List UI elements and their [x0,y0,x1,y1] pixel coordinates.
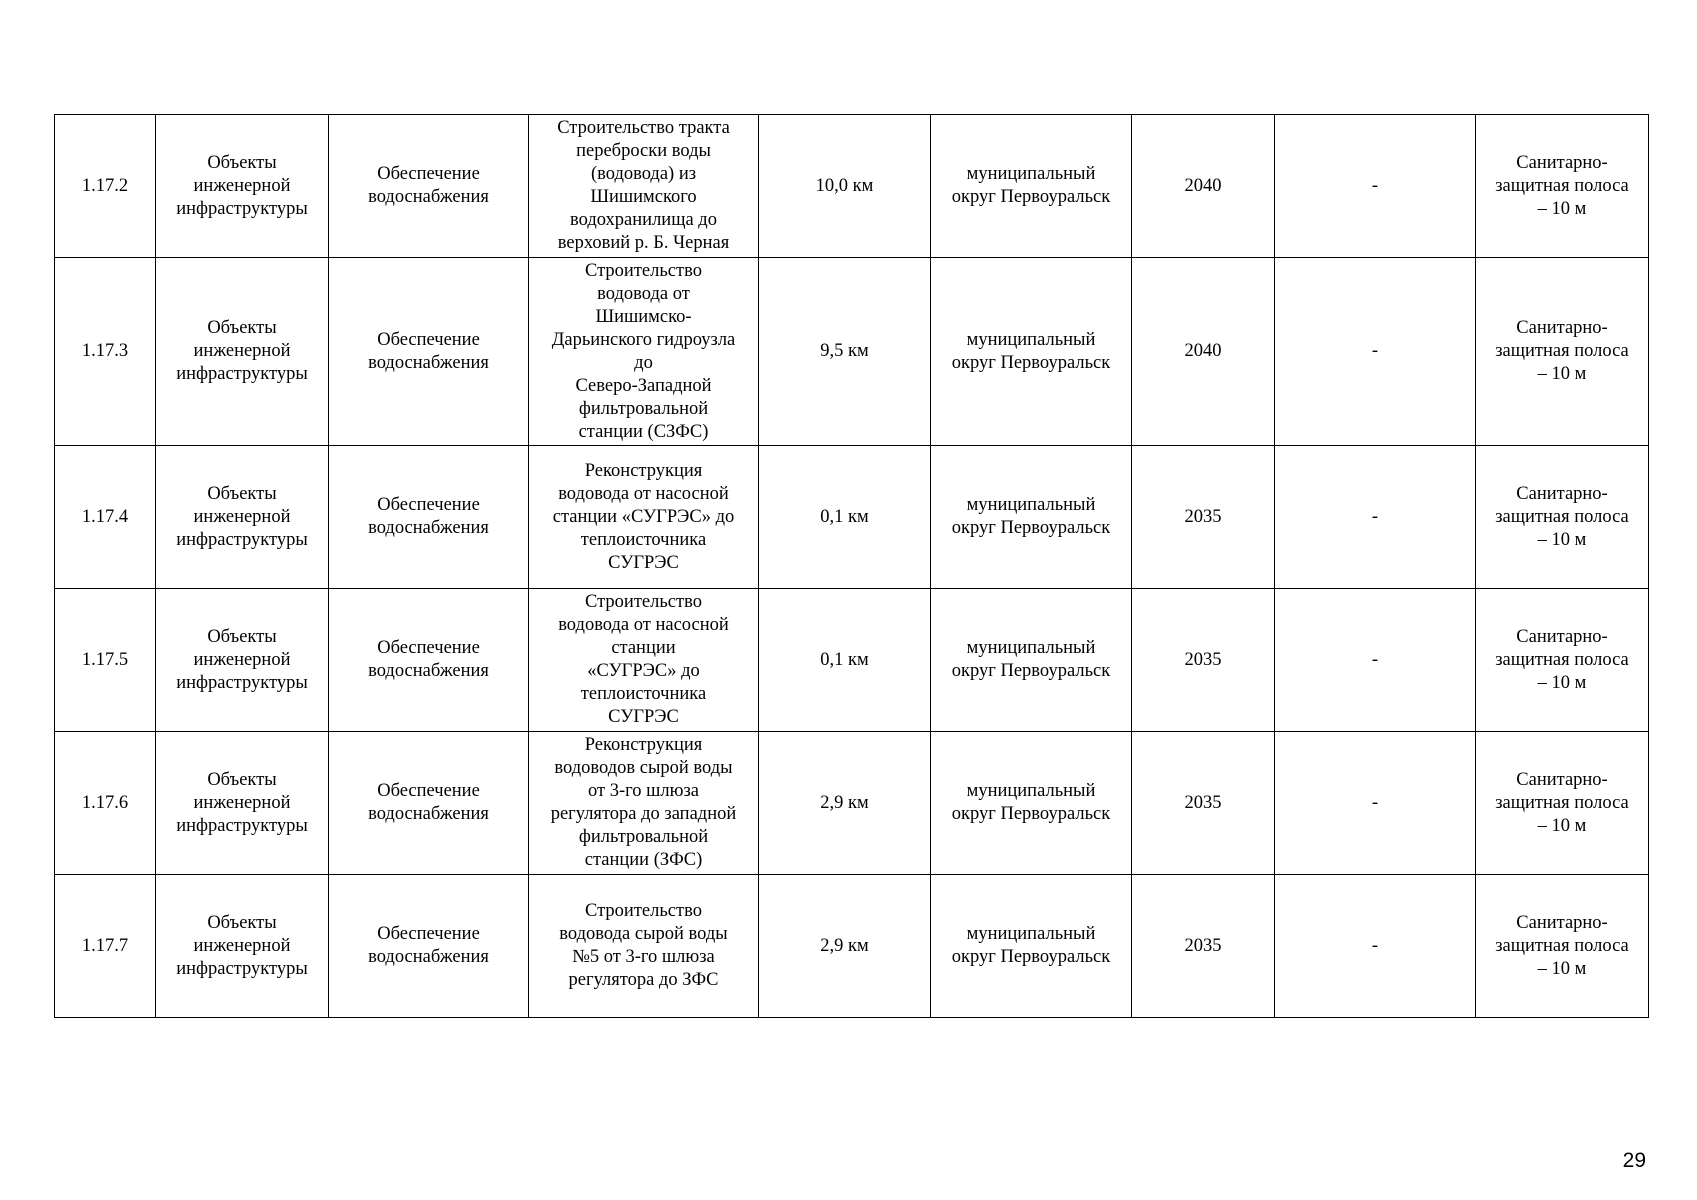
table-row [55,732,1649,875]
cell-number: 1.17.5 [55,589,156,732]
cell-object-name: Строительство водовода от насосной станции «СУГРЭС» до теплоисточника СУГРЭС [529,589,759,732]
cell-number: 1.17.6 [55,732,156,875]
cell-extra: - [1275,589,1476,732]
cell-length: 9,5 км [759,258,931,446]
cell-purpose: Обеспечение водоснабжения [329,732,529,875]
cell-protection-zone: Санитарно- защитная полоса – 10 м [1476,446,1649,589]
cell-extra: - [1275,258,1476,446]
cell-length: 2,9 км [759,875,931,1018]
cell-length: 2,9 км [759,732,931,875]
cell-protection-zone: Санитарно- защитная полоса – 10 м [1476,589,1649,732]
cell-year: 2040 [1132,258,1275,446]
cell-object-type: Объекты инженерной инфраструктуры [156,446,329,589]
cell-year: 2035 [1132,875,1275,1018]
cell-purpose: Обеспечение водоснабжения [329,258,529,446]
cell-year: 2035 [1132,589,1275,732]
cell-length: 0,1 км [759,446,931,589]
cell-location: муниципальный округ Первоуральск [931,115,1132,258]
cell-object-type: Объекты инженерной инфраструктуры [156,258,329,446]
cell-location: муниципальный округ Первоуральск [931,258,1132,446]
cell-protection-zone: Санитарно- защитная полоса – 10 м [1476,732,1649,875]
cell-object-name: Реконструкция водовода от насосной станции «СУГРЭС» до теплоисточника СУГРЭС [529,446,759,589]
cell-extra: - [1275,446,1476,589]
cell-protection-zone: Санитарно- защитная полоса – 10 м [1476,875,1649,1018]
cell-location: муниципальный округ Первоуральск [931,732,1132,875]
cell-purpose: Обеспечение водоснабжения [329,446,529,589]
cell-protection-zone: Санитарно- защитная полоса – 10 м [1476,258,1649,446]
cell-extra: - [1275,732,1476,875]
cell-object-type: Объекты инженерной инфраструктуры [156,115,329,258]
cell-protection-zone: Санитарно- защитная полоса – 10 м [1476,115,1649,258]
table-row [55,589,1649,732]
cell-object-type: Объекты инженерной инфраструктуры [156,589,329,732]
cell-number: 1.17.7 [55,875,156,1018]
cell-location: муниципальный округ Первоуральск [931,875,1132,1018]
table-body [55,115,1649,1018]
cell-extra: - [1275,875,1476,1018]
cell-object-type: Объекты инженерной инфраструктуры [156,732,329,875]
objects-table [54,114,1649,1018]
table-row [55,446,1649,589]
cell-length: 10,0 км [759,115,931,258]
cell-year: 2035 [1132,732,1275,875]
cell-object-name: Строительство тракта переброски воды (водовода) из Шишимского водохранилища до верховий р. Б. Черная [529,115,759,258]
table-row [55,258,1649,446]
cell-extra: - [1275,115,1476,258]
cell-object-type: Объекты инженерной инфраструктуры [156,875,329,1018]
cell-year: 2040 [1132,115,1275,258]
cell-location: муниципальный округ Первоуральск [931,446,1132,589]
cell-purpose: Обеспечение водоснабжения [329,115,529,258]
cell-purpose: Обеспечение водоснабжения [329,589,529,732]
cell-length: 0,1 км [759,589,931,732]
cell-number: 1.17.4 [55,446,156,589]
table-row [55,875,1649,1018]
cell-object-name: Строительство водовода от Шишимско- Дарьинского гидроузла до Северо-Западной фильтровальной станции (СЗФС) [529,258,759,446]
cell-number: 1.17.2 [55,115,156,258]
cell-number: 1.17.3 [55,258,156,446]
table-row [55,115,1649,258]
cell-purpose: Обеспечение водоснабжения [329,875,529,1018]
cell-object-name: Строительство водовода сырой воды №5 от 3-го шлюза регулятора до ЗФС [529,875,759,1018]
page-number: 29 [1622,1149,1646,1172]
cell-year: 2035 [1132,446,1275,589]
cell-object-name: Реконструкция водоводов сырой воды от 3-го шлюза регулятора до западной фильтровальной станции (ЗФС) [529,732,759,875]
cell-location: муниципальный округ Первоуральск [931,589,1132,732]
